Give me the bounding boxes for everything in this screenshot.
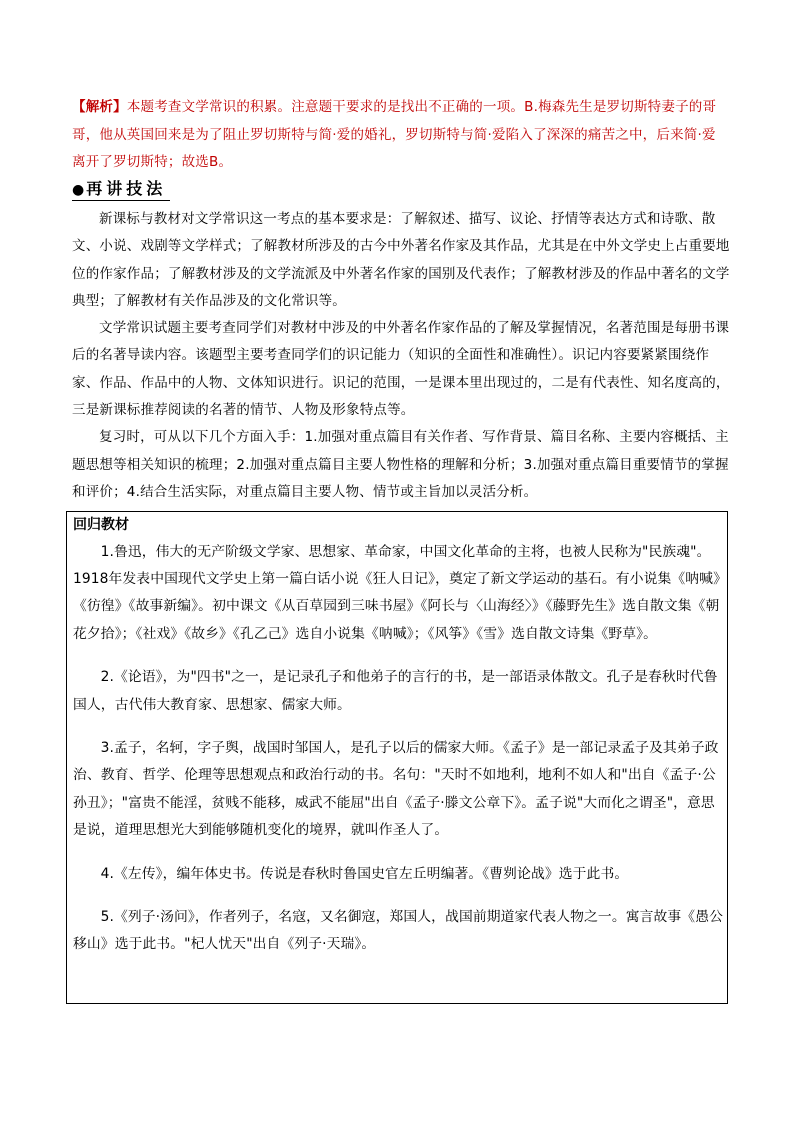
paragraph: 复习时，可从以下几个方面入手：1.加强对重点篇目有关作者、写作背景、篇目名称、主要内容概括、主题思想等相关知识的梳理；2.加强对重点篇目主要人物性格的理解和分析；3.加强对重点篇目重要情节的掌握和评价；4.结合生活实际，对重点篇目主要人物、情节或主旨加以灵活分析。 [72,429,729,500]
box-item: 5.《列子·汤问》，作者列子，名寇，又名御寇，郑国人，战国前期道家代表人物之一。寓言故事《愚公移山》选于此书。"杞人忧天"出自《列子·天瑞》。 [73,909,724,953]
section-heading [72,177,166,201]
box-item: 2.《论语》，为"四书"之一，是记录孔子和他弟子的言行的书，是一部语录体散文。孔子是春秋时代鲁国人，古代伟大教育家、思想家、儒家大师。 [73,669,718,713]
box-title: 回归教材 [73,517,129,533]
box-item: 1.鲁迅，伟大的无产阶级文学家、思想家、革命家，中国文化革命的主将，也被人民称为"民族魂"。1918年发表中国现代文学史上第一篇白话小说《狂人日记》，奠定了新文学运动的基石。有小说集《呐喊》《彷徨》《故事新编》。初中课文《从百草园到三味书屋》《阿长与〈山海经〉》《藤野先生》选自散文集《朝花夕拾》；《社戏》《故乡》《孔乙己》选自小说集《呐喊》；《风筝》《雪》选自散文诗集《野草》。 [73,544,721,642]
box-item: 3.孟子，名轲，字子舆，战国时邹国人，是孔子以后的儒家大师。《孟子》是一部记录孟子及其弟子政治、教育、哲学、伦理等思想观点和政治行动的书。名句："天时不如地利，地利不如人和"出自《孟子·公孙丑》；"富贵不能淫，贫贱不能移，威武不能屈"出自《孟子·滕文公章下》。孟子说"大而化之谓圣"，意思是说，道理思想光大到能够随机变化的境界，就叫作圣人了。 [73,740,719,838]
paragraph: 文学常识试题主要考查同学们对教材中涉及的中外著名作家作品的了解及掌握情况，名著范围是每册书课后的名著导读内容。该题型主要考查同学们的识记能力（知识的全面性和准确性）。识记内容要紧紧围绕作家、作品、作品中的人物、文体知识进行。识记的范围，一是课本里出现过的，二是有代表性、知名度高的，三是新课标推荐阅读的名著的情节、人物及形象特点等。 [72,320,730,419]
bullet-icon: ● [72,182,85,198]
textbook-review-box [66,511,728,1004]
analysis-tag: 【解析】 [72,99,127,115]
paragraph: 新课标与教材对文学常识这一考点的基本要求是：了解叙述、描写、议论、抒情等表达方式和诗歌、散文、小说、戏剧等文学样式；了解教材所涉及的古今中外著名作家及其作品，尤其是在中外文学史上占重要地位的作家作品；了解教材涉及的文学流派及中外著名作家的国别及代表作；了解教材涉及的作品中著名的文学典型；了解教材有关作品涉及的文化常识等。 [72,211,730,309]
section-title: 再讲技法 [86,179,167,198]
box-item: 4.《左传》，编年体史书。传说是春秋时鲁国史官左丘明编著。《曹刿论战》选于此书。 [100,865,629,882]
analysis-block [72,94,722,177]
body-text [72,206,732,506]
analysis-text: 本题考查文学常识的积累。注意题干要求的是找出不正确的一项。B.梅森先生是罗切斯特妻子的哥哥，他从英国回来是为了阻止罗切斯特与简·爱的婚礼，罗切斯特与简·爱陷入了深深的痛苦之中，后来简·爱离开了罗切斯特；故选B。 [72,99,717,170]
heading-underline [72,200,170,201]
box-items [73,539,723,975]
